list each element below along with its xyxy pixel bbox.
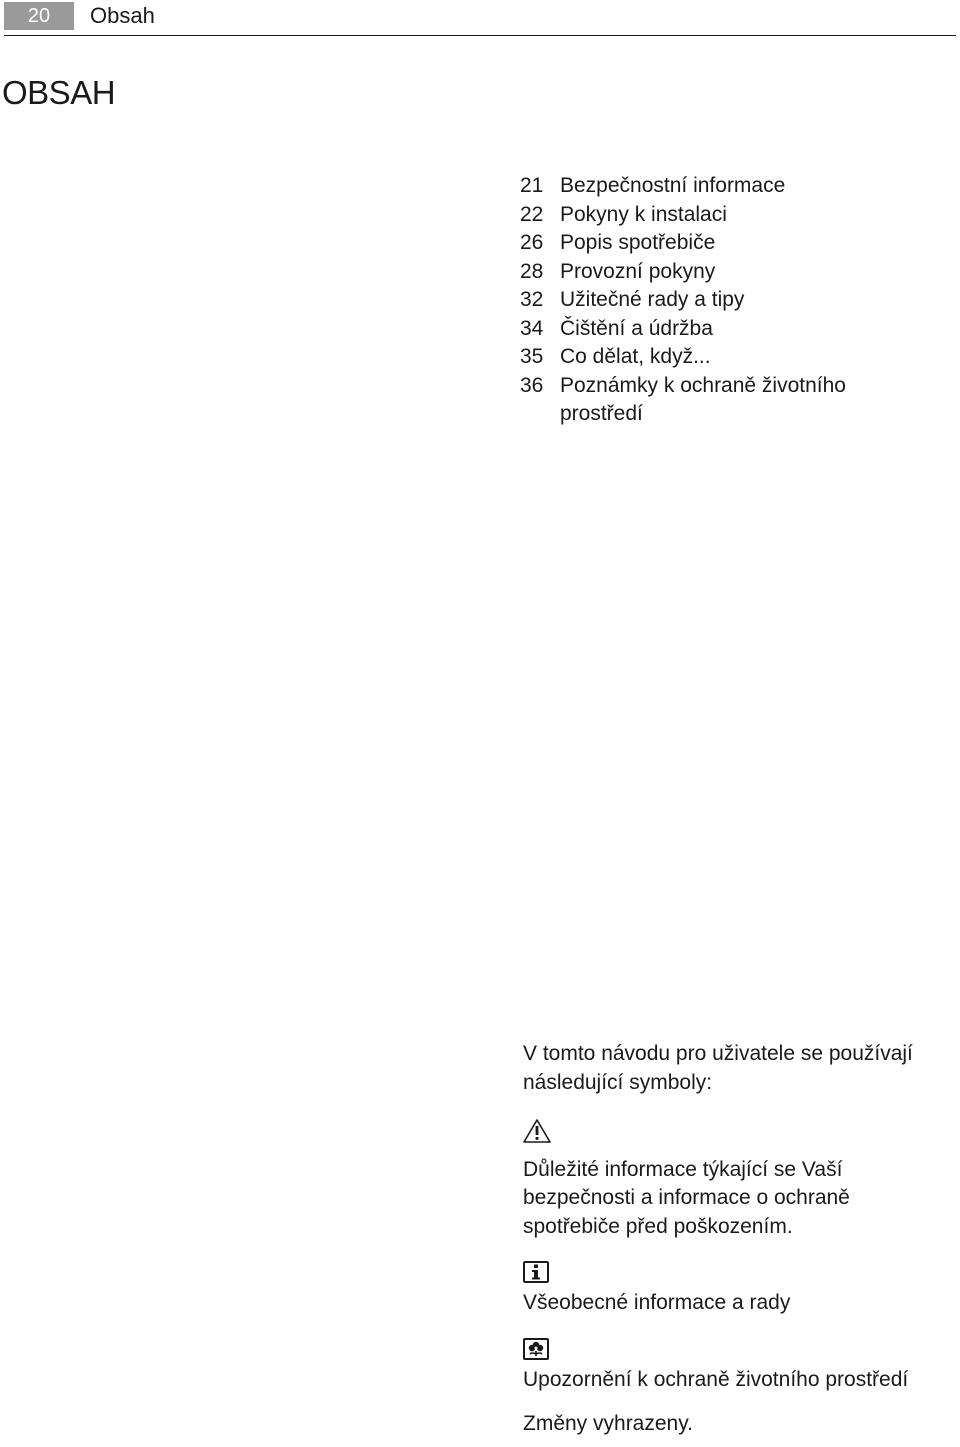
- toc-item[interactable]: [520, 286, 940, 315]
- toc-item[interactable]: [520, 229, 940, 258]
- toc-text: Užitečné rady a tipy: [560, 288, 745, 311]
- toc-page: 28: [520, 259, 544, 283]
- toc-text: Co dělat, když...: [560, 345, 711, 368]
- info-text: Všeobecné informace a rady: [523, 1291, 791, 1314]
- toc-item[interactable]: [520, 343, 940, 372]
- toc-page: 32: [520, 288, 544, 311]
- toc-item[interactable]: [520, 201, 940, 230]
- toc-page: 26: [520, 231, 544, 254]
- toc-page: 36: [520, 373, 544, 397]
- toc-text: Čištění a údržba: [560, 316, 713, 340]
- eco-text: Upozornění k ochraně životního prostředí: [523, 1367, 909, 1391]
- page-header: [0, 0, 960, 36]
- warning-text: Důležité informace týkající se Vaší bezpečnosti a informace o ochraně spotřebiče před poškozením.: [523, 1157, 850, 1238]
- toc-text: Bezpečnostní informace: [560, 174, 786, 197]
- toc-page: 34: [520, 316, 544, 340]
- toc-text: Popis spotřebiče: [560, 231, 716, 254]
- warning-triangle-icon: [523, 1119, 943, 1152]
- info-icon: [523, 1261, 549, 1283]
- toc-item[interactable]: [520, 372, 940, 429]
- header-divider: [4, 35, 956, 36]
- page-title: OBSAH: [2, 74, 116, 111]
- toc-item[interactable]: [520, 172, 940, 201]
- toc-text: Poznámky k ochraně životního prostředí: [560, 373, 846, 425]
- toc-page: 22: [520, 202, 544, 226]
- toc-page: 35: [520, 345, 544, 368]
- toc-text: Provozní pokyny: [560, 259, 716, 283]
- toc-item[interactable]: [520, 258, 940, 287]
- symbols-intro: V tomto návodu pro uživatele se používají následující symboly:: [523, 1042, 913, 1094]
- page-number: 20: [4, 2, 74, 30]
- section-label: Obsah: [90, 3, 155, 28]
- toc-text: Pokyny k instalaci: [560, 202, 727, 226]
- toc-page: 21: [520, 174, 544, 197]
- symbols-legend: [523, 1040, 943, 1439]
- table-of-contents: [520, 172, 940, 429]
- changes-notice: Změny vyhrazeny.: [523, 1412, 693, 1435]
- toc-item[interactable]: [520, 315, 940, 344]
- eco-flower-icon: [523, 1338, 549, 1360]
